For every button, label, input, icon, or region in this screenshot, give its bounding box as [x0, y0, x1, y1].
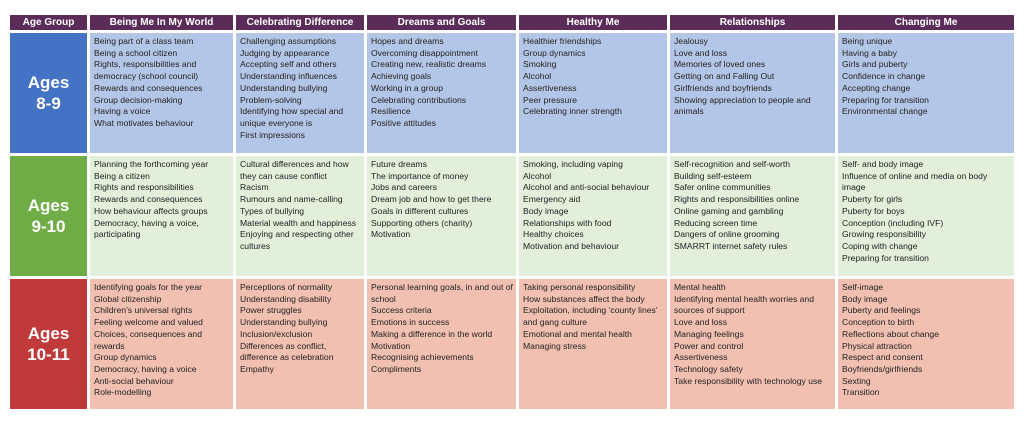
topic-item: Being a school citizen: [94, 47, 178, 58]
topic-item: Understanding bullying: [240, 317, 328, 328]
cell-celebrating-difference: [236, 33, 364, 153]
topic-item: Jealousy: [674, 36, 708, 46]
table-body: [10, 33, 1014, 409]
topic-item: Motivation: [371, 229, 411, 240]
topic-item: Building self-esteem: [674, 170, 752, 181]
topic-item: Judging by appearance: [240, 47, 330, 58]
cell-changing-me: [838, 156, 1014, 276]
topic-item: Self-image: [842, 282, 884, 292]
age-group-line: 10-11: [27, 345, 70, 364]
topic-item: Being part of a class team: [94, 36, 194, 46]
topic-item: What motivates behaviour: [94, 117, 194, 128]
topic-item: Achieving goals: [371, 71, 432, 82]
topic-item: Love and loss: [674, 317, 728, 328]
topic-item: Understanding bullying: [240, 82, 328, 93]
topic-item: Dangers of online grooming: [674, 229, 780, 240]
topic-item: Racism: [240, 182, 269, 193]
topic-item: Rewards and consequences: [94, 194, 203, 205]
topic-item: Puberty for girls: [842, 194, 903, 205]
topic-item: Managing stress: [523, 340, 587, 351]
topic-item: Children’s universal rights: [94, 305, 193, 316]
topic-item: Cultural differences and how they can cause conflict: [240, 159, 349, 181]
topic-item: Exploitation, including ‘county lines’ and gang culture: [523, 305, 658, 328]
topic-item: Smoking, including vaping: [523, 159, 623, 169]
topic-item: Reflections about change: [842, 328, 939, 339]
table-row: [10, 279, 1014, 409]
topic-item: Celebrating contributions: [371, 94, 467, 105]
topic-item: Planning the forthcoming year: [94, 159, 209, 169]
cell-healthy-me: [519, 33, 667, 153]
topic-item: Motivation and behaviour: [523, 240, 620, 251]
topic-item: Feeling welcome and valued: [94, 317, 203, 328]
cell-healthy-me: [519, 279, 667, 409]
header-being-me: Being Me In My World: [90, 15, 233, 30]
topic-item: Anti-social behaviour: [94, 375, 174, 386]
topic-item: Understanding disability: [240, 293, 332, 304]
topic-item: Reducing screen time: [674, 217, 758, 228]
topic-item: Confidence in change: [842, 71, 926, 82]
topic-item: Hopes and dreams: [371, 36, 444, 46]
topic-item: Supporting others (charity): [371, 217, 473, 228]
topic-item: How substances affect the body: [523, 293, 645, 304]
cell-being-me: [90, 33, 233, 153]
topic-item: Growing responsibility: [842, 229, 927, 240]
topic-item: Managing feelings: [674, 328, 744, 339]
topic-item: Emergency aid: [523, 194, 581, 205]
cell-relationships: [670, 156, 835, 276]
topic-item: Rights, responsibilities and democracy (school council): [94, 59, 199, 82]
topic-item: Problem-solving: [240, 94, 302, 105]
age-group-label: [10, 33, 87, 153]
curriculum-table: [7, 12, 1017, 412]
topic-item: Self- and body image: [842, 159, 924, 169]
topic-item: Influence of online and media on body image: [842, 170, 988, 193]
topic-item: Respect and consent: [842, 352, 923, 363]
topic-item: Challenging assumptions: [240, 36, 337, 46]
topic-item: Puberty for boys: [842, 205, 905, 216]
cell-healthy-me: [519, 156, 667, 276]
topic-item: Identifying goals for the year: [94, 282, 202, 292]
header-row: [10, 15, 1014, 30]
topic-item: First impressions: [240, 129, 305, 140]
topic-item: Having a voice: [94, 106, 151, 117]
topic-item: Being unique: [842, 36, 893, 46]
topic-item: Coping with change: [842, 240, 918, 251]
topic-item: Compliments: [371, 363, 422, 374]
age-group-line: Ages: [27, 196, 70, 215]
topic-item: Emotions in success: [371, 317, 450, 328]
topic-item: Relationships with food: [523, 217, 612, 228]
header-dreams-goals: Dreams and Goals: [367, 15, 516, 30]
cell-relationships: [670, 33, 835, 153]
age-group-line: 8-9: [36, 94, 61, 113]
topic-item: Power struggles: [240, 305, 302, 316]
topic-item: Online gaming and gambling: [674, 205, 784, 216]
header-celebrating-difference: Celebrating Difference: [236, 15, 364, 30]
topic-item: Choices, consequences and rewards: [94, 328, 202, 351]
topic-item: Inclusion/exclusion: [240, 328, 313, 339]
topic-item: Self-recognition and self-worth: [674, 159, 791, 169]
topic-item: Identifying mental health worries and sources of support: [674, 293, 814, 316]
topic-item: Safer online communities: [674, 182, 771, 193]
topic-item: How behaviour affects groups: [94, 205, 208, 216]
topic-item: Conception (including IVF): [842, 217, 944, 228]
topic-item: The importance of money: [371, 170, 469, 181]
topic-item: Technology safety: [674, 363, 743, 374]
age-group-line: Ages: [27, 73, 70, 92]
topic-item: Future dreams: [371, 159, 427, 169]
header-relationships: Relationships: [670, 15, 835, 30]
topic-item: Power and control: [674, 340, 744, 351]
age-group-line: Ages: [27, 324, 70, 343]
topic-item: Getting on and Falling Out: [674, 71, 775, 82]
topic-item: Jobs and careers: [371, 182, 437, 193]
topic-item: Role-modelling: [94, 387, 152, 398]
topic-item: Group decision-making: [94, 94, 183, 105]
topic-item: Assertiveness: [674, 352, 728, 363]
table-row: [10, 156, 1014, 276]
topic-item: Transition: [842, 387, 880, 398]
cell-dreams-goals: [367, 33, 516, 153]
cell-dreams-goals: [367, 156, 516, 276]
topic-item: Boyfriends/girlfriends: [842, 363, 923, 374]
age-group-label: [10, 279, 87, 409]
topic-item: Preparing for transition: [842, 94, 929, 105]
topic-item: Accepting self and others: [240, 59, 337, 70]
topic-item: Healthier friendships: [523, 36, 602, 46]
topic-item: Alcohol: [523, 71, 552, 82]
header-healthy-me: Healthy Me: [519, 15, 667, 30]
topic-item: Types of bullying: [240, 205, 305, 216]
topic-item: Alcohol: [523, 170, 552, 181]
topic-item: Rights and responsibilities: [94, 182, 194, 193]
topic-item: Mental health: [674, 282, 726, 292]
topic-item: Resilience: [371, 106, 411, 117]
cell-being-me: [90, 156, 233, 276]
topic-item: SMARRT internet safety rules: [674, 240, 788, 251]
topic-item: Material wealth and happiness: [240, 217, 357, 228]
cell-being-me: [90, 279, 233, 409]
cell-celebrating-difference: [236, 279, 364, 409]
header-age-group: Age Group: [10, 15, 87, 30]
cell-changing-me: [838, 279, 1014, 409]
cell-changing-me: [838, 33, 1014, 153]
topic-item: Rights and responsibilities online: [674, 194, 800, 205]
age-group-label: [10, 156, 87, 276]
age-group-line: 9-10: [31, 217, 66, 236]
topic-item: Being a citizen: [94, 170, 150, 181]
topic-item: Identifying how special and unique everyone is: [240, 106, 344, 128]
topic-item: Love and loss: [674, 47, 728, 58]
topic-item: Physical attraction: [842, 340, 912, 351]
topic-item: Group dynamics: [94, 352, 157, 363]
topic-item: Body image: [842, 293, 888, 304]
topic-item: Differences as conflict, difference as celebration: [240, 340, 334, 363]
cell-relationships: [670, 279, 835, 409]
topic-item: Accepting change: [842, 82, 911, 93]
topic-item: Enjoying and respecting other cultures: [240, 229, 354, 251]
topic-item: Emotional and mental health: [523, 328, 632, 339]
topic-item: Goals in different cultures: [371, 205, 469, 216]
topic-item: Rumours and name-calling: [240, 194, 343, 205]
topic-item: Dream job and how to get there: [371, 194, 492, 205]
topic-item: Preparing for transition: [842, 252, 929, 263]
topic-item: Conception to birth: [842, 317, 915, 328]
topic-item: Alcohol and anti-social behaviour: [523, 182, 650, 193]
topic-item: Sexting: [842, 375, 871, 386]
topic-item: Memories of loved ones: [674, 59, 766, 70]
topic-item: Overcoming disappointment: [371, 47, 478, 58]
cell-celebrating-difference: [236, 156, 364, 276]
topic-item: Celebrating inner strength: [523, 106, 622, 117]
topic-item: Recognising achievements: [371, 352, 474, 363]
topic-item: Positive attitudes: [371, 117, 436, 128]
topic-item: Global citizenship: [94, 293, 162, 304]
topic-item: Perceptions of normality: [240, 282, 333, 292]
topic-item: Healthy choices: [523, 229, 584, 240]
topic-item: Environmental change: [842, 106, 928, 117]
topic-item: Take responsibility with technology use: [674, 375, 823, 386]
topic-item: Puberty and feelings: [842, 305, 921, 316]
topic-item: Peer pressure: [523, 94, 577, 105]
topic-item: Understanding influences: [240, 71, 337, 82]
topic-item: Taking personal responsibility: [523, 282, 636, 292]
topic-item: Creating new, realistic dreams: [371, 59, 487, 70]
topic-item: Empathy: [240, 363, 274, 374]
topic-item: Working in a group: [371, 82, 443, 93]
topic-item: Democracy, having a voice: [94, 363, 197, 374]
topic-item: Motivation: [371, 340, 411, 351]
topic-item: Girls and puberty: [842, 59, 908, 70]
topic-item: Success criteria: [371, 305, 432, 316]
topic-item: Having a baby: [842, 47, 897, 58]
topic-item: Making a difference in the world: [371, 328, 493, 339]
topic-item: Girlfriends and boyfriends: [674, 82, 772, 93]
cell-dreams-goals: [367, 279, 516, 409]
header-changing-me: Changing Me: [838, 15, 1014, 30]
topic-item: Rewards and consequences: [94, 82, 203, 93]
topic-item: Body image: [523, 205, 569, 216]
topic-item: Group dynamics: [523, 47, 586, 58]
topic-item: Smoking: [523, 59, 557, 70]
topic-item: Assertiveness: [523, 82, 577, 93]
topic-item: Democracy, having a voice, participating: [94, 217, 199, 240]
table-row: [10, 33, 1014, 153]
topic-item: Showing appreciation to people and animals: [674, 94, 811, 117]
topic-item: Personal learning goals, in and out of school: [371, 282, 513, 304]
